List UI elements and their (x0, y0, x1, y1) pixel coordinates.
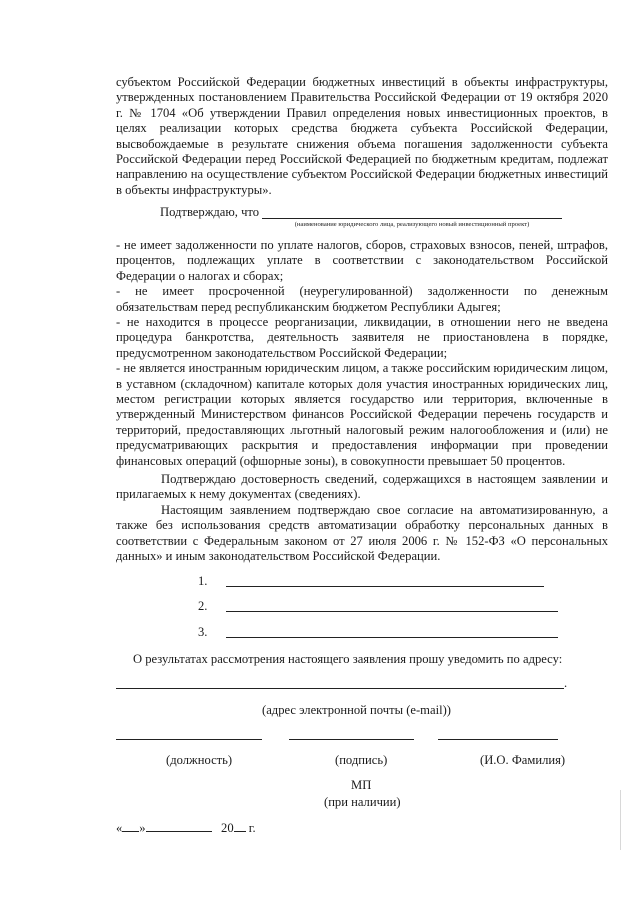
conditions-list (116, 238, 608, 469)
full-name-field[interactable] (438, 739, 558, 740)
attachment-row (198, 599, 568, 615)
attachment-row (198, 574, 568, 590)
date-open-quote: « (116, 821, 123, 835)
attachment-field[interactable] (226, 637, 558, 638)
year-prefix: 20 (221, 821, 234, 835)
date-line (116, 820, 256, 836)
year-field[interactable] (234, 820, 246, 832)
attachment-number: 2. (198, 599, 208, 613)
position-caption: (должность) (166, 753, 233, 767)
scan-edge-mark (620, 790, 621, 850)
organization-name-field[interactable] (262, 218, 562, 219)
signature-caption: (подпись) (335, 753, 388, 767)
organization-name-caption: (наименование юридического лица, реализующего новый инвестиционный проект) (294, 221, 530, 228)
notify-text: О результатах рассмотрения настоящего заявления прошу уведомить по адресу: (133, 652, 563, 666)
declarations (116, 472, 608, 564)
condition-item-reorganization: - не находится в процессе реорганизации, ликвидации, в отношении него не введена процедура банкротства, деятельность заявителя не приостановлена в порядке, предусмотренном законодательством Российской Федерации; (116, 315, 608, 360)
full-name-caption: (И.О. Фамилия) (480, 753, 566, 767)
address-end-mark: . (564, 676, 568, 690)
confirm-label: Подтверждаю, что (160, 205, 260, 219)
stamp-note: (при наличии) (324, 795, 401, 809)
condition-item-foreign-entity: - не является иностранным юридическим лицом, а также российским юридическим лицом, в уставном (складочном) капитале которых доля участия иностранных юридических лиц, местом регистрации которых является государство или территория, включенные в утвержденный Министерством финансов Российской Федерации перечень государств и территорий, предоставляющих льготный налоговый режим налогообложения и (или) не предусматривающих раскрытия и предоставления информации при проведении финансовых операций (офшорные зоны), в совокупности превышает 50 процентов. (116, 361, 608, 468)
attachment-row (198, 625, 568, 641)
consent-paragraph: Настоящим заявлением подтверждаю свое согласие на автоматизированную, а также без использования средств автоматизации обработку персональных данных в соответствии с Федеральным законом от 27 июля 2006 г. № 152-ФЗ «О персональных данных» и иным законодательством Российской Федерации. (116, 502, 608, 564)
day-field[interactable] (122, 820, 139, 832)
accuracy-paragraph: Подтверждаю достоверность сведений, содержащихся в настоящем заявлении и прилагаемых к нему документах (сведениях). (116, 472, 608, 502)
position-field[interactable] (116, 739, 262, 740)
stamp-label: МП (351, 778, 372, 792)
attachment-number: 1. (198, 574, 208, 588)
attachment-number: 3. (198, 625, 208, 639)
address-field[interactable] (116, 688, 564, 689)
condition-item-budget-debt: - не имеет просроченной (неурегулированной) задолженности по денежным обязательствам перед республиканским бюджетом Республики Адыгея; (116, 284, 608, 314)
date-close-quote: » (139, 821, 146, 835)
condition-item-taxes: - не имеет задолженности по уплате налогов, сборов, страховых взносов, пеней, штрафов, процентов, подлежащих уплате в соответствии с законодательством Российской Федерации о налогах и сборах; (116, 238, 608, 283)
month-field[interactable] (146, 820, 212, 832)
attachment-field[interactable] (226, 611, 558, 612)
year-suffix: г. (248, 821, 256, 835)
email-caption: (адрес электронной почты (e-mail)) (262, 703, 451, 717)
intro-paragraph: субъектом Российской Федерации бюджетных инвестиций в объекты инфраструктуры, утвержденных постановлением Правительства Российской Федерации от 19 октября 2020 г. № 1704 «Об утверждении Правил определения новых инвестиционных проектов, в целях реализации которых средства бюджета субъекта Российской Федерации, высвобождаемые в результате снижения объема погашения задолженности субъекта Российской Федерации перед Российской Федерацией по бюджетным кредитам, подлежат направлению на осуществление субъектом Российской Федерации бюджетных инвестиций в объекты инфраструктуры». (116, 75, 608, 197)
attachment-field[interactable] (226, 586, 544, 587)
signature-field[interactable] (289, 739, 414, 740)
